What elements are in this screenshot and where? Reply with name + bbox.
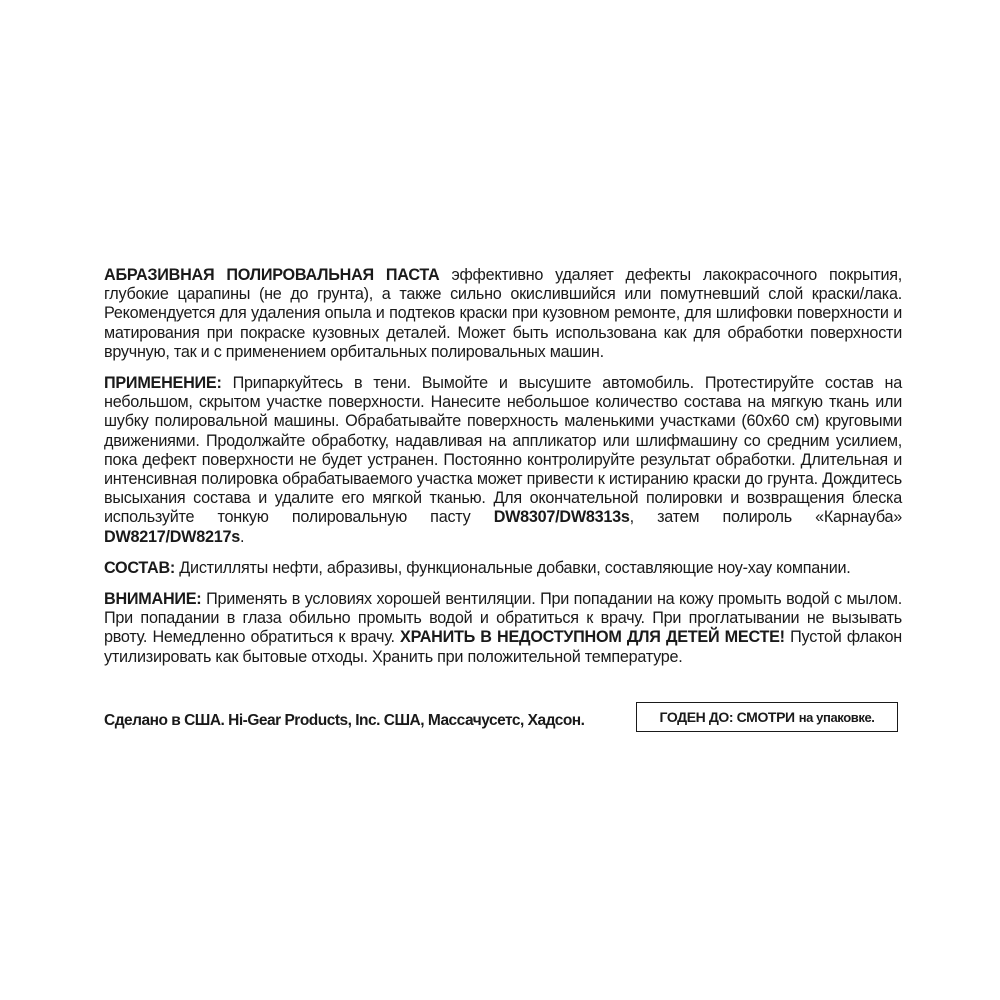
warning-text: Применять в условиях хорошей вентиляции. При попадании на кожу промыть водой с мылом. При попадании в глаза обильно промыть водой и обратиться к врачу. При проглатывании не вызывать рвоту. Немедленно обратиться к врачу. bbox=[104, 590, 902, 647]
usage-heading: ПРИМЕНЕНИЕ: bbox=[104, 374, 222, 393]
best-before-rest: на упаковке. bbox=[798, 709, 875, 725]
warning-emphasis: ХРАНИТЬ В НЕДОСТУПНОМ ДЛЯ ДЕТЕЙ МЕСТЕ! bbox=[400, 628, 785, 647]
warning-paragraph bbox=[104, 590, 902, 667]
warning-text-2: Пустой флакон утилизировать как бытовые отходы. Хранить при положительной температуре. bbox=[104, 628, 902, 666]
usage-text-3: . bbox=[239, 527, 245, 546]
composition-heading: СОСТАВ: bbox=[104, 558, 176, 577]
manufacturer-info: Сделано в США. Hi-Gear Products, Inc. США, Массачусетс, Хадсон. bbox=[104, 712, 585, 729]
product-label bbox=[104, 266, 902, 667]
product-codes-carnauba: DW8217/DW8217s bbox=[104, 527, 240, 546]
product-codes-fine-paste: DW8307/DW8313s bbox=[493, 508, 630, 527]
label-footer bbox=[104, 702, 902, 738]
warning-heading: ВНИМАНИЕ: bbox=[104, 590, 202, 609]
usage-text: Припаркуйтесь в тени. Вымойте и высушите автомобиль. Протестируйте состав на небольшом, скрытом участке поверхности. Нанесите небольшое количество состава на мягкую ткань или шубку полировальной машины. Обрабатывайте поверхность маленькими участками (60х60 см) круговыми движениями. Продолжайте обработку, надавливая на аппликатор или шлифмашину со средним усилием, пока дефект поверхности не будет устранен. Постоянно контролируйте результат обработки. Длительная и интенсивная полировка обрабатываемого участка может привести к истиранию краски до грунта. Дождитесь высыхания состава и удалите его мягкой тканью. Для окончательной полировки и возвращения блеска используйте тонкую полировальную пасту bbox=[104, 374, 902, 527]
usage-text-2: , затем полироль «Карнауба» bbox=[629, 508, 902, 527]
best-before-box bbox=[636, 702, 898, 732]
best-before-label: ГОДЕН ДО: СМОТРИ bbox=[659, 709, 795, 725]
intro-paragraph bbox=[104, 266, 902, 362]
intro-text: эффективно удаляет дефекты лакокрасочного покрытия, глубокие царапины (не до грунта), а также сильно окислившийся или помутневший слой краски/лака. Рекомендуется для удаления опыла и подтеков краски при кузовном ремонте, для шлифовки поверхности и матирования при покраске кузовных деталей. Может быть использована как для обработки поверхности вручную, так и с применением орбитальных полировальных машин. bbox=[104, 266, 902, 361]
product-name: АБРАЗИВНАЯ ПОЛИРОВАЛЬНАЯ ПАСТА bbox=[104, 266, 440, 284]
composition-text: Дистилляты нефти, абразивы, функциональные добавки, составляющие ноу-хау компании. bbox=[175, 558, 851, 577]
composition-paragraph bbox=[104, 559, 902, 578]
usage-paragraph bbox=[104, 374, 902, 547]
